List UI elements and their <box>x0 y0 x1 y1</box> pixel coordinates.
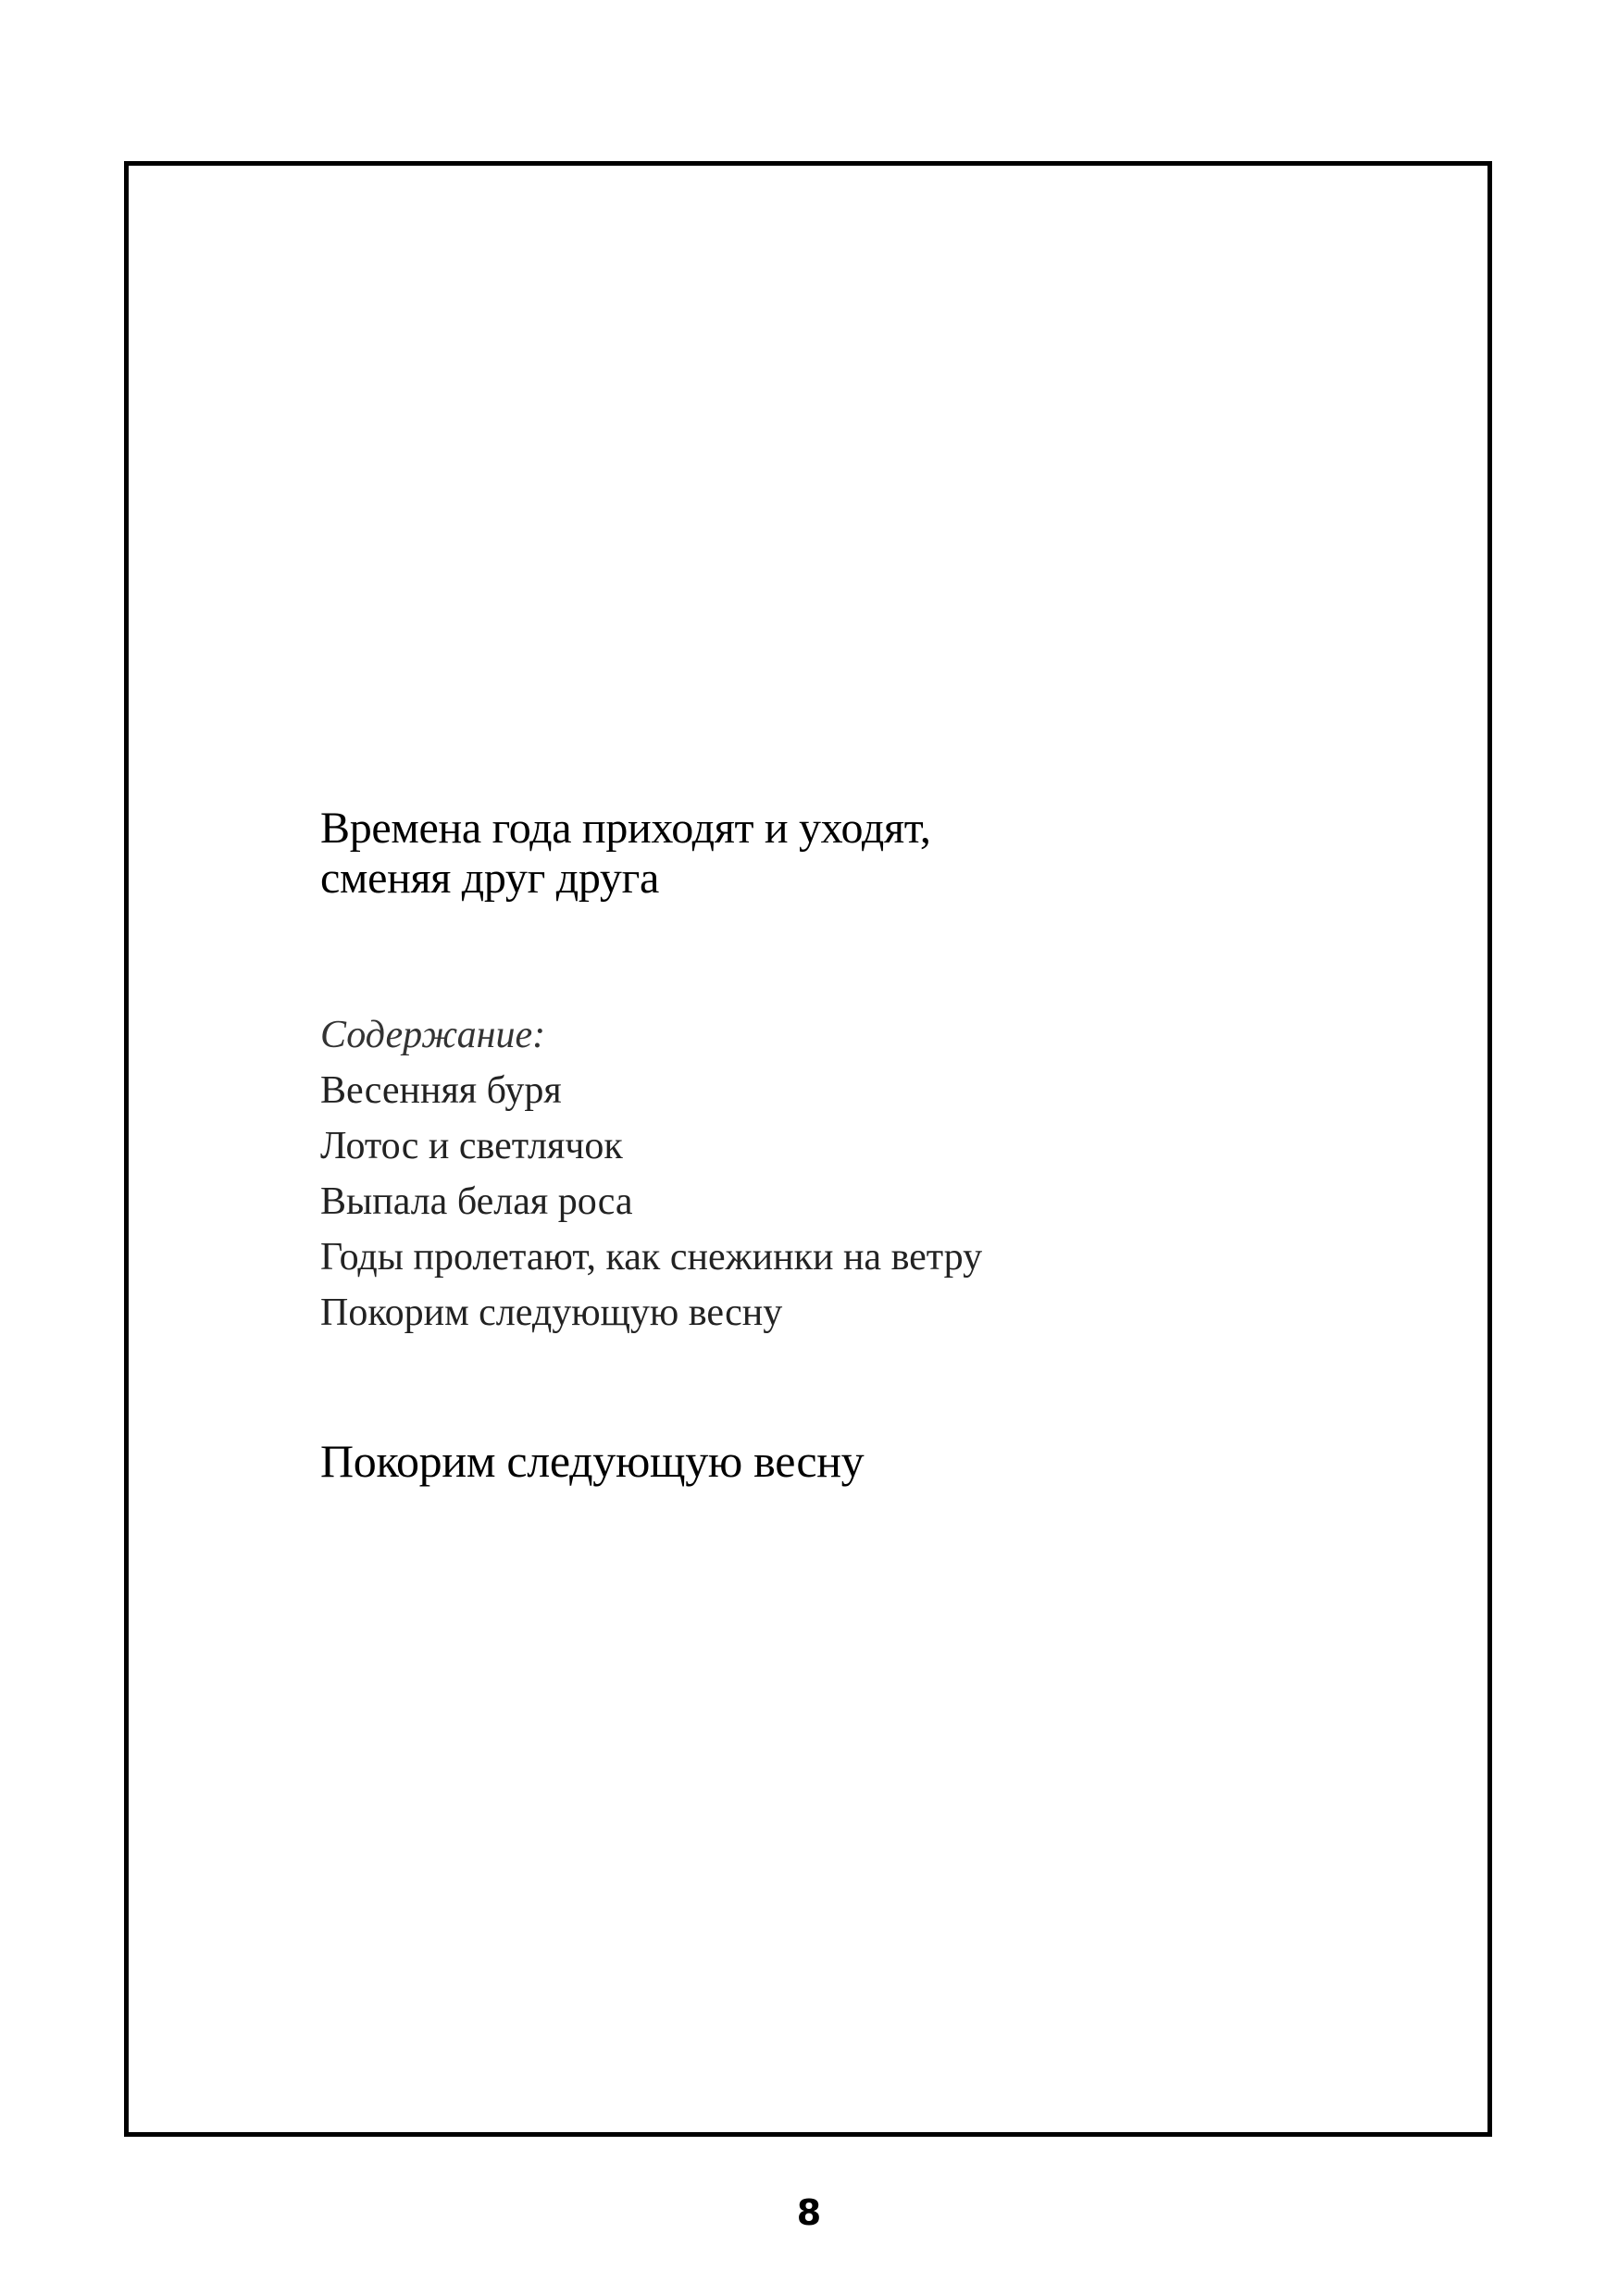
book-title-line-1: Времена года приходят и уходят, <box>320 804 931 853</box>
toc-item-white-dew[interactable]: Выпала белая роса <box>320 1180 633 1223</box>
toc-item-lotus-firefly[interactable]: Лотос и светлячок <box>320 1125 623 1167</box>
toc-item-years-snowflakes[interactable]: Годы пролетают, как снежинки на ветру <box>320 1236 983 1279</box>
toc-item-next-spring[interactable]: Покорим следующую весну <box>320 1292 783 1334</box>
table-of-contents <box>320 1007 1338 1341</box>
page-content <box>320 804 1338 1489</box>
toc-list <box>320 1063 1338 1341</box>
page-number: 8 <box>796 2192 822 2233</box>
toc-item-spring-storm[interactable]: Весенняя буря <box>320 1069 562 1112</box>
chapter-title: Покорим следующую весну <box>320 1435 865 1487</box>
book-title-line-2: сменяя друг друга <box>320 854 659 903</box>
toc-heading: Содержание: <box>320 1014 546 1056</box>
book-title <box>320 804 1338 904</box>
